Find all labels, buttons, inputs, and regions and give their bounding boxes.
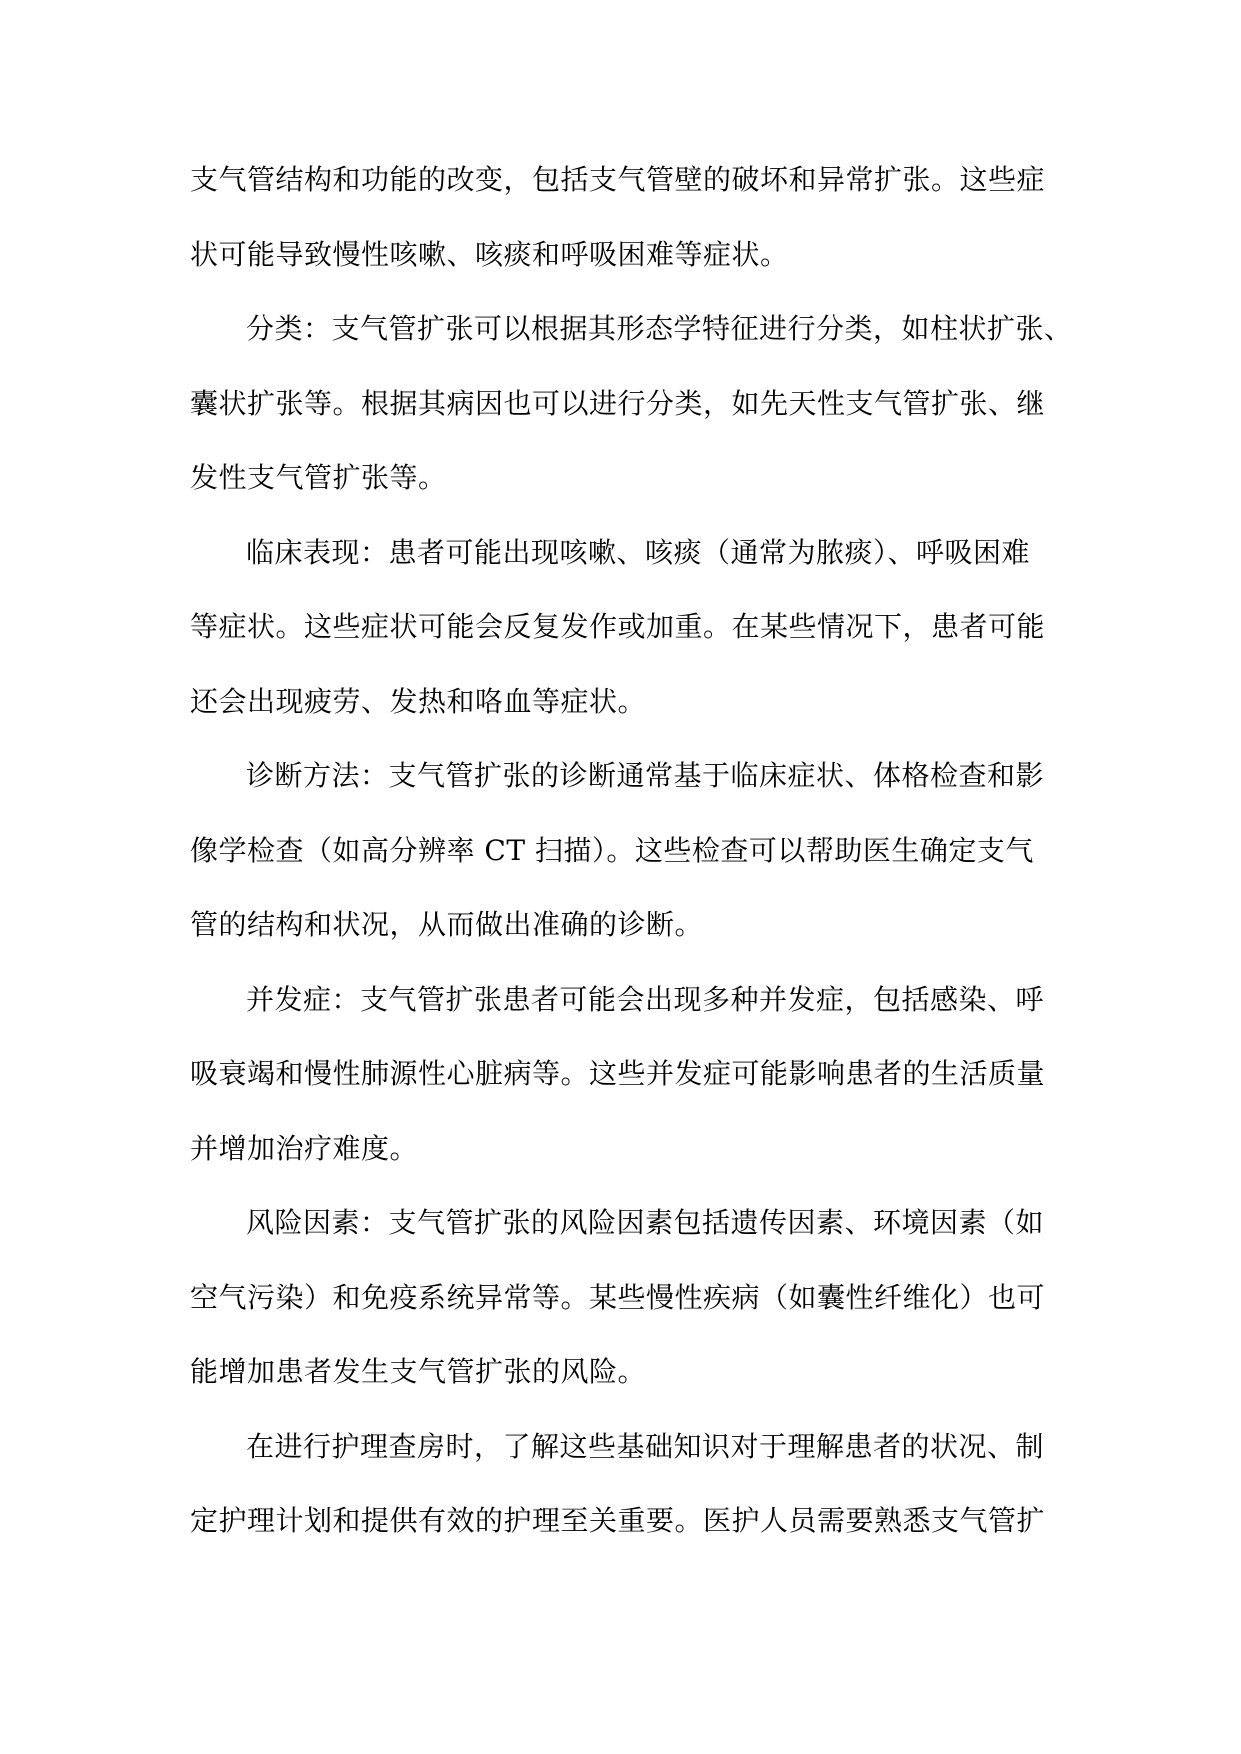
- paragraph-clinical-start: 临床表现：患者可能出现咳嗽、咳痰（通常为脓痰）、呼吸困难: [246, 535, 1031, 569]
- text-line: 还会出现疲劳、发热和咯血等症状。: [190, 684, 647, 718]
- paragraph-nursing-rounds-start: 在进行护理查房时，了解这些基础知识对于理解患者的状况、制: [246, 1429, 1045, 1463]
- text-line: 囊状扩张等。根据其病因也可以进行分类，如先天性支气管扩张、继: [190, 386, 1046, 420]
- text-line: 像学检查（如高分辨率 CT 扫描）。这些检查可以帮助医生确定支气: [190, 833, 1034, 867]
- text-line: 管的结构和状况，从而做出准确的诊断。: [190, 908, 704, 941]
- text-line: 吸衰竭和慢性肺源性心脏病等。这些并发症可能影响患者的生活质量: [190, 1057, 1046, 1090]
- paragraph-risk-factors-start: 风险因素：支气管扩张的风险因素包括遗传因素、环境因素（如: [246, 1206, 1045, 1239]
- text-line: 能增加患者发生支气管扩张的风险。: [190, 1355, 647, 1388]
- text-line: 支气管结构和功能的改变，包括支气管壁的破坏和异常扩张。这些症: [190, 163, 1046, 196]
- paragraph-diagnosis-start: 诊断方法：支气管扩张的诊断通常基于临床症状、体格检查和影: [246, 759, 1045, 792]
- paragraph-classification-start: 分类：支气管扩张可以根据其形态学特征进行分类，如柱状扩张、: [246, 312, 1073, 345]
- text-line: 状可能导致慢性咳嗽、咳痰和呼吸困难等症状。: [190, 237, 789, 271]
- text-line: 定护理计划和提供有效的护理至关重要。医护人员需要熟悉支气管扩: [190, 1504, 1046, 1537]
- text-line: 等症状。这些症状可能会反复发作或加重。在某些情况下，患者可能: [190, 610, 1046, 643]
- text-line: 空气污染）和免疫系统异常等。某些慢性疾病（如囊性纤维化）也可: [190, 1280, 1046, 1314]
- document-body: [190, 143, 1073, 1559]
- paragraph-complications-start: 并发症：支气管扩张患者可能会出现多种并发症，包括感染、呼: [246, 982, 1045, 1016]
- text-line: 发性支气管扩张等。: [190, 461, 447, 494]
- text-line: 并增加治疗难度。: [190, 1131, 419, 1165]
